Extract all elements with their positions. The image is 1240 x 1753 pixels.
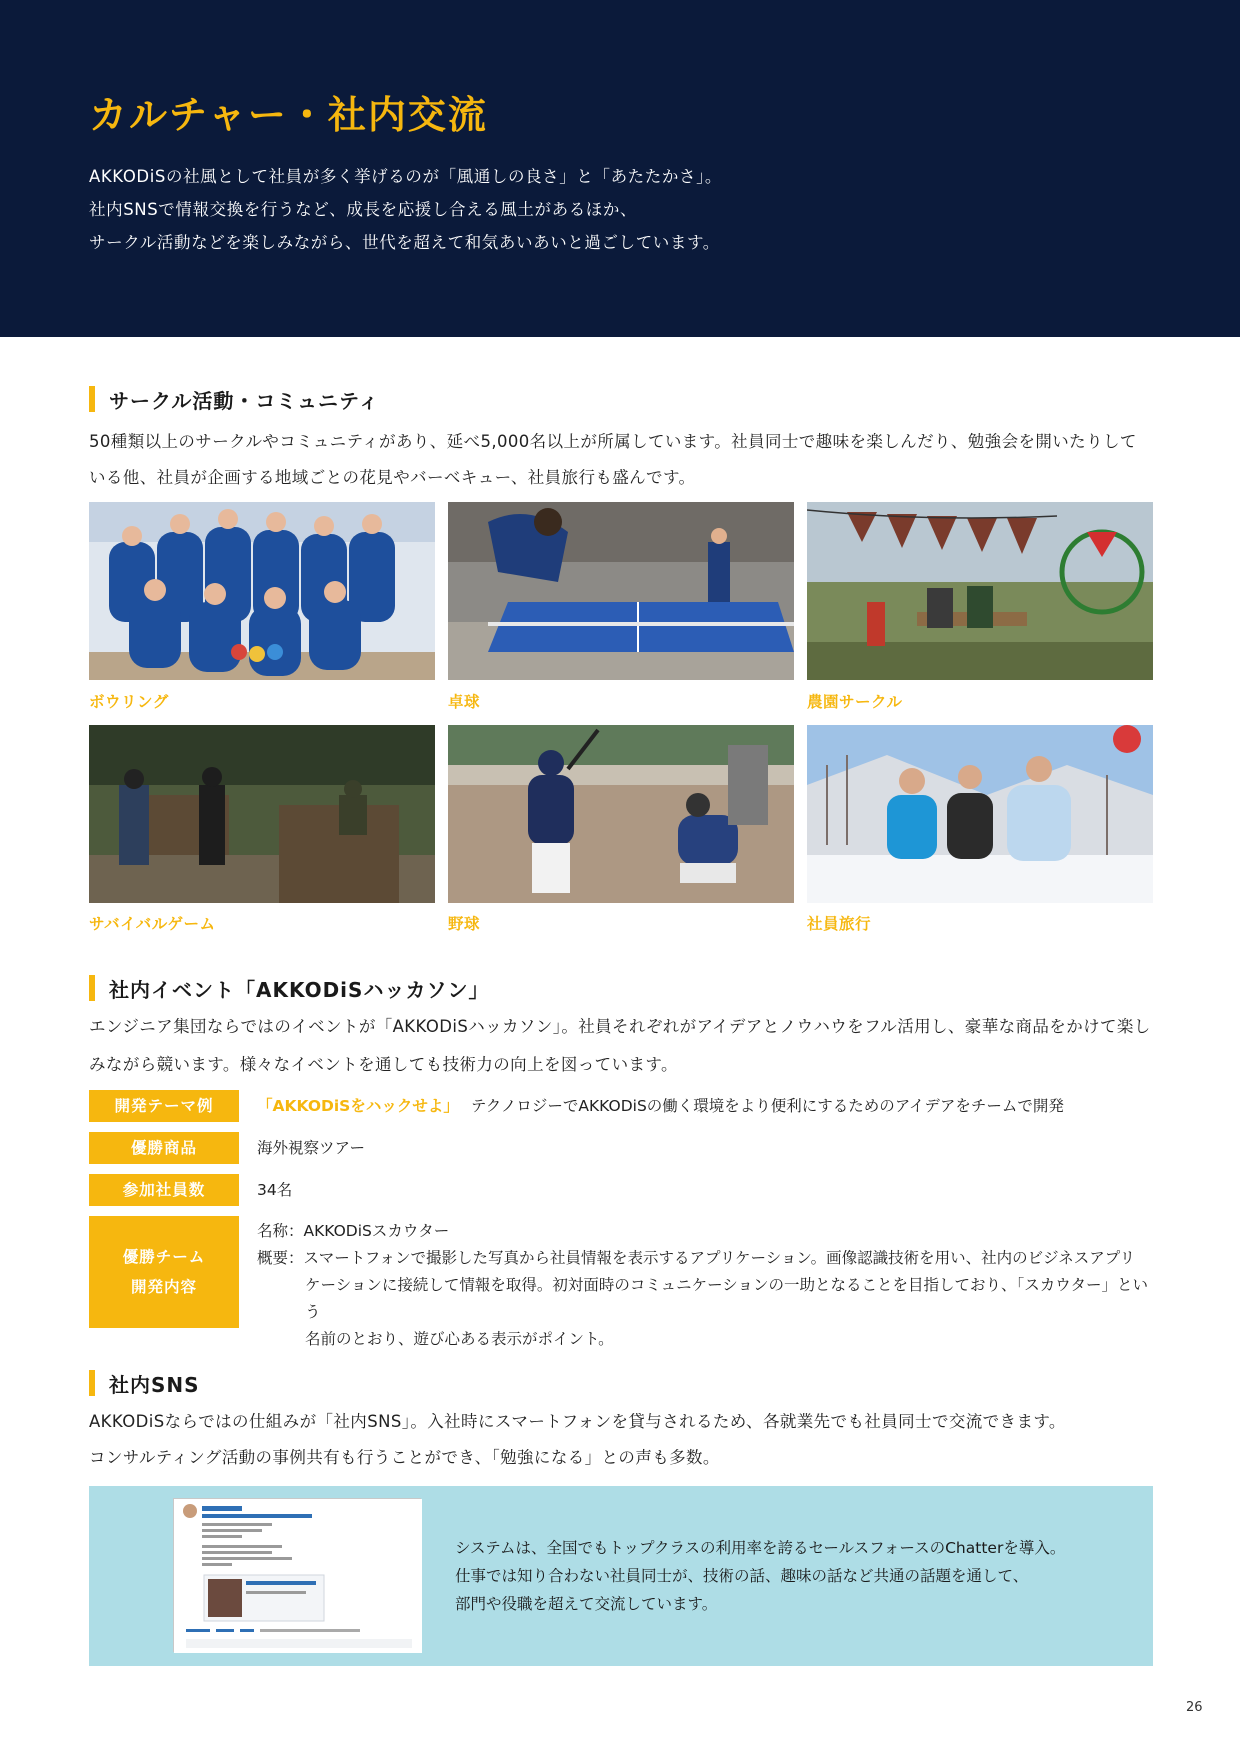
photo-caption: 農園サークル — [807, 693, 903, 711]
sns-box-line: 部門や役職を超えて交流しています。 — [455, 1595, 718, 1613]
table-row — [89, 1174, 1153, 1206]
hackathon-section-title: 社内イベント「AKKODiSハッカソン」 — [109, 977, 490, 1002]
lead-line: 社内SNSで情報交換を行うなど、成長を応援し合える風土があるほか、 — [89, 200, 638, 219]
row-label: 参加社員数 — [89, 1174, 239, 1206]
photo-caption: ボウリング — [89, 693, 169, 711]
hackathon-section-heading — [89, 974, 489, 1002]
chatter-screenshot — [173, 1498, 421, 1652]
winner-summary: 概要：スマートフォンで撮影した写真から社員情報を表示するアプリケーション。画像認識技術を用い、社内のビジネスアプリ — [257, 1249, 1136, 1267]
hackathon-section-body: エンジニア集団ならではのイベントが「AKKODiSハッカソン」。社員それぞれがアイデアとノウハウをフル活用し、豪華な商品をかけて楽しみながら競います。様々なイベントを通しても技術力の向上を図っています。 — [89, 1017, 1151, 1074]
photo-caption: サバイバルゲーム — [89, 915, 216, 933]
lead-line: AKKODiSの社風として社員が多く挙げるのが「風通しの良さ」と「あたたかさ」。 — [89, 167, 723, 186]
theme-highlight: 「AKKODiSをハックせよ」 — [257, 1097, 459, 1115]
lead-line: サークル活動などを楽しみながら、世代を超えて和気あいあいと過ごしています。 — [89, 233, 720, 252]
heading-bar — [89, 386, 95, 412]
circle-section-title: サークル活動・コミュニティ — [109, 388, 380, 413]
page-number: 26 — [1186, 1700, 1203, 1715]
farm-circle-photo — [807, 502, 1153, 680]
table-tennis-photo — [448, 502, 794, 680]
circle-section-heading — [89, 385, 379, 413]
photo-caption: 卓球 — [448, 693, 481, 711]
row-label-line: 優勝チーム — [122, 1248, 206, 1266]
winner-summary: ケーションに接続して情報を取得。初対面時のコミュニケーションの一助となることを目指しており、「スカウター」という — [305, 1276, 1149, 1321]
table-row — [89, 1090, 1153, 1122]
sns-box-text — [455, 1534, 1135, 1618]
page-header — [0, 0, 1240, 337]
baseball-photo — [448, 725, 794, 903]
table-row — [89, 1132, 1153, 1164]
heading-bar — [89, 975, 95, 1001]
photo-caption: 社員旅行 — [807, 915, 872, 933]
row-value: 海外視察ツアー — [257, 1139, 366, 1157]
sns-section-title: 社内SNS — [109, 1372, 200, 1397]
photo-caption: 野球 — [448, 915, 481, 933]
row-value — [257, 1091, 1064, 1121]
row-value — [257, 1218, 1153, 1353]
survival-game-photo — [89, 725, 435, 903]
row-label — [89, 1216, 239, 1328]
sns-section-body: AKKODiSならではの仕組みが「社内SNS」。入社時にスマートフォンを貸与されるため、各就業先でも社員同士で交流できます。 — [89, 1412, 1066, 1431]
sns-section-body: コンサルティング活動の事例共有も行うことができ、「勉強になる」との声も多数。 — [89, 1448, 720, 1467]
company-trip-photo — [807, 725, 1153, 903]
header-lead — [89, 160, 1149, 259]
row-label-line: 開発内容 — [130, 1278, 197, 1296]
theme-text: テクノロジーでAKKODiSの働く環境をより便利にするためのアイデアをチームで開発 — [470, 1097, 1064, 1115]
winner-name: 名称：AKKODiSスカウター — [257, 1222, 450, 1240]
row-label: 優勝商品 — [89, 1132, 239, 1164]
circle-section-body: 50種類以上のサークルやコミュニティがあり、延べ5,000名以上が所属しています。社員同士で趣味を楽しんだり、勉強会を開いたりしている他、社員が企画する地域ごとの花見やバーベキュー、社員旅行も盛んです。 — [89, 432, 1137, 487]
row-label: 開発テーマ例 — [89, 1090, 239, 1122]
sns-box-line: システムは、全国でもトップクラスの利用率を誇るセールスフォースのChatterを導入。 — [455, 1539, 1066, 1557]
winner-summary: 名前のとおり、遊び心ある表示がポイント。 — [305, 1330, 614, 1348]
sns-info-box — [89, 1486, 1153, 1666]
table-row — [89, 1216, 1153, 1348]
page-title: カルチャー・社内交流 — [89, 93, 488, 137]
sns-box-line: 仕事では知り合わない社員同士が、技術の話、趣味の話など共通の話題を通して、 — [455, 1567, 1029, 1585]
heading-bar — [89, 1370, 95, 1396]
bowling-photo — [89, 502, 435, 680]
sns-section-heading — [89, 1369, 200, 1397]
row-value: 34名 — [257, 1181, 293, 1199]
